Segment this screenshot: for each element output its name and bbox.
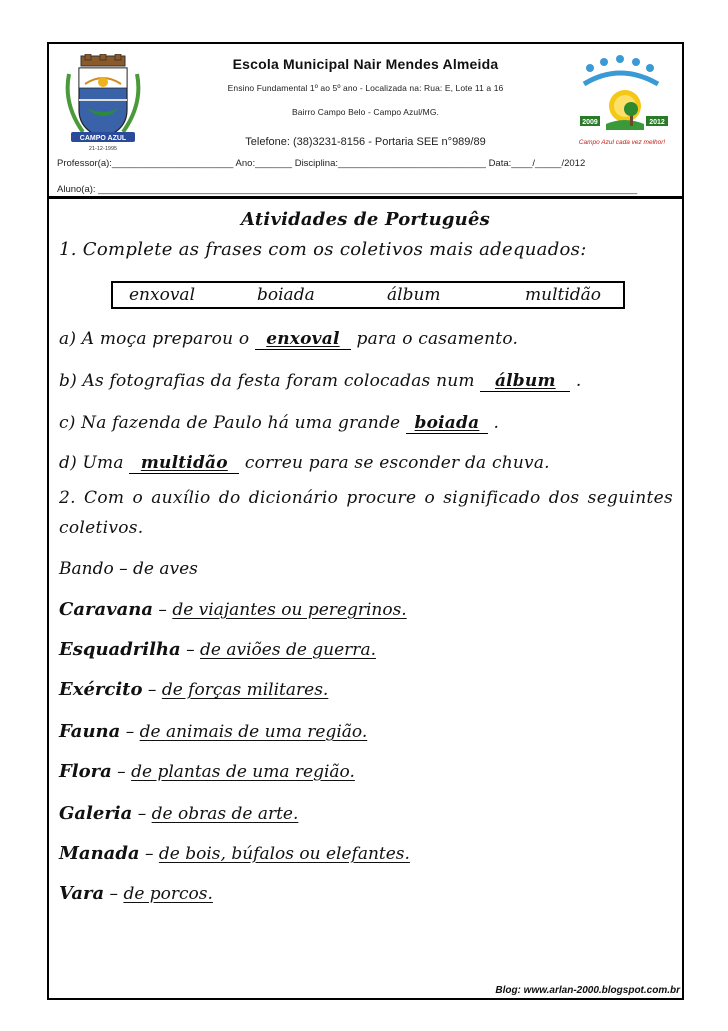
definition-meaning: de aviões de guerra. bbox=[200, 640, 376, 660]
sentence-a-after: para o casamento. bbox=[356, 329, 519, 349]
worksheet-content bbox=[49, 199, 682, 1000]
definition-separator: – bbox=[153, 600, 173, 620]
question-1-prompt: 1. Complete as frases com os coletivos mais adequados: bbox=[59, 239, 587, 260]
definition-term: Galeria bbox=[59, 803, 133, 824]
svg-text:CAMPO AZUL: CAMPO AZUL bbox=[79, 135, 127, 142]
worksheet-header bbox=[49, 44, 682, 199]
definition-separator: – bbox=[111, 762, 132, 782]
definition-row bbox=[59, 843, 410, 864]
definition-meaning: de viajantes ou peregrinos. bbox=[172, 600, 407, 620]
definition-meaning: de forças militares. bbox=[161, 680, 329, 700]
sentence-c-after: . bbox=[493, 413, 500, 433]
definition-meaning: de animais de uma região. bbox=[139, 722, 368, 742]
sentence-a-answer: enxoval bbox=[255, 329, 351, 350]
definition-meaning: de porcos. bbox=[123, 884, 213, 904]
definition-separator: – bbox=[120, 722, 140, 742]
definition-separator: – bbox=[139, 844, 159, 864]
definition-term: Exército bbox=[59, 679, 143, 700]
school-neighborhood: Bairro Campo Belo - Campo Azul/MG. bbox=[291, 107, 439, 117]
word-bank-item: boiada bbox=[257, 285, 315, 305]
sentence-d-after: correu para se esconder da chuva. bbox=[244, 453, 550, 473]
worksheet-frame bbox=[47, 42, 684, 1000]
sentence-a bbox=[59, 329, 518, 350]
sentence-b-after: . bbox=[575, 371, 582, 391]
definition-term: Vara bbox=[59, 883, 105, 904]
definition-term: Fauna bbox=[59, 721, 121, 742]
school-level-address: Ensino Fundamental 1º ao 5º ano - Localizada na: Rua: E, Lote 11 a 16 bbox=[227, 83, 504, 93]
definition-row bbox=[59, 883, 213, 904]
definition-row bbox=[59, 721, 367, 742]
student-name-line: Aluno(a): ______________________________________________________________________________________________________ bbox=[57, 184, 638, 195]
definition-term: Caravana bbox=[59, 599, 154, 620]
definition-row bbox=[59, 679, 328, 700]
blog-url: Blog: www.arlan-2000.blogspot.com.br bbox=[495, 985, 680, 996]
definition-row bbox=[59, 803, 298, 824]
sentence-b bbox=[59, 371, 582, 392]
svg-text:2009: 2009 bbox=[582, 119, 598, 126]
definition-term: Manada bbox=[59, 843, 140, 864]
definition-separator: – bbox=[104, 884, 124, 904]
definition-separator: – bbox=[180, 640, 200, 660]
definition-term: Bando bbox=[59, 559, 114, 579]
sentence-d-answer: multidão bbox=[129, 453, 239, 474]
svg-text:Campo Azul cada vez melhor!: Campo Azul cada vez melhor! bbox=[578, 139, 666, 146]
sentence-a-before: a) A moça preparou o bbox=[59, 329, 255, 349]
sentence-c bbox=[59, 413, 499, 434]
question-2-prompt: 2. Com o auxílio do dicionário procure o significado dos seguintes coletivos. bbox=[59, 488, 673, 538]
definition-meaning: de bois, búfalos ou elefantes. bbox=[158, 844, 410, 864]
sentence-d-before: d) Uma bbox=[59, 453, 130, 473]
sentence-b-answer: álbum bbox=[480, 371, 570, 392]
word-bank-item: enxoval bbox=[129, 285, 196, 305]
definition-separator: – bbox=[113, 559, 134, 579]
sentence-b-before: b) As fotografias da festa foram colocadas num bbox=[59, 371, 481, 391]
sentence-d bbox=[59, 453, 550, 474]
definition-meaning: de aves bbox=[133, 559, 198, 579]
definition-row bbox=[59, 559, 198, 579]
worksheet-title: Atividades de Português bbox=[241, 209, 490, 230]
definition-separator: – bbox=[132, 804, 152, 824]
word-bank-box bbox=[111, 281, 625, 309]
school-phone: Telefone: (38)3231-8156 - Portaria SEE n°989/89 bbox=[245, 136, 486, 148]
definition-term: Flora bbox=[59, 761, 112, 782]
definition-row bbox=[59, 599, 407, 620]
definition-row bbox=[59, 639, 376, 660]
svg-text:2012: 2012 bbox=[649, 119, 665, 126]
definition-meaning: de plantas de uma região. bbox=[131, 762, 355, 782]
sentence-c-answer: boiada bbox=[406, 413, 488, 434]
definition-row bbox=[59, 761, 355, 782]
word-bank-item: álbum bbox=[387, 285, 441, 305]
definition-separator: – bbox=[142, 680, 162, 700]
city-anniversary-logo-icon bbox=[570, 54, 674, 154]
svg-text:21-12-1995: 21-12-1995 bbox=[88, 146, 118, 152]
word-bank-item: multidão bbox=[525, 285, 602, 305]
sentence-c-before: c) Na fazenda de Paulo há uma grande bbox=[59, 413, 406, 433]
definition-meaning: de obras de arte. bbox=[151, 804, 299, 824]
definition-term: Esquadrilha bbox=[59, 639, 181, 660]
school-name: Escola Municipal Nair Mendes Almeida bbox=[232, 56, 499, 72]
teacher-year-subject-date-line: Professor(a):_______________________ Ano:_______ Disciplina:____________________________ Data:____/_____/2012 bbox=[57, 158, 586, 169]
